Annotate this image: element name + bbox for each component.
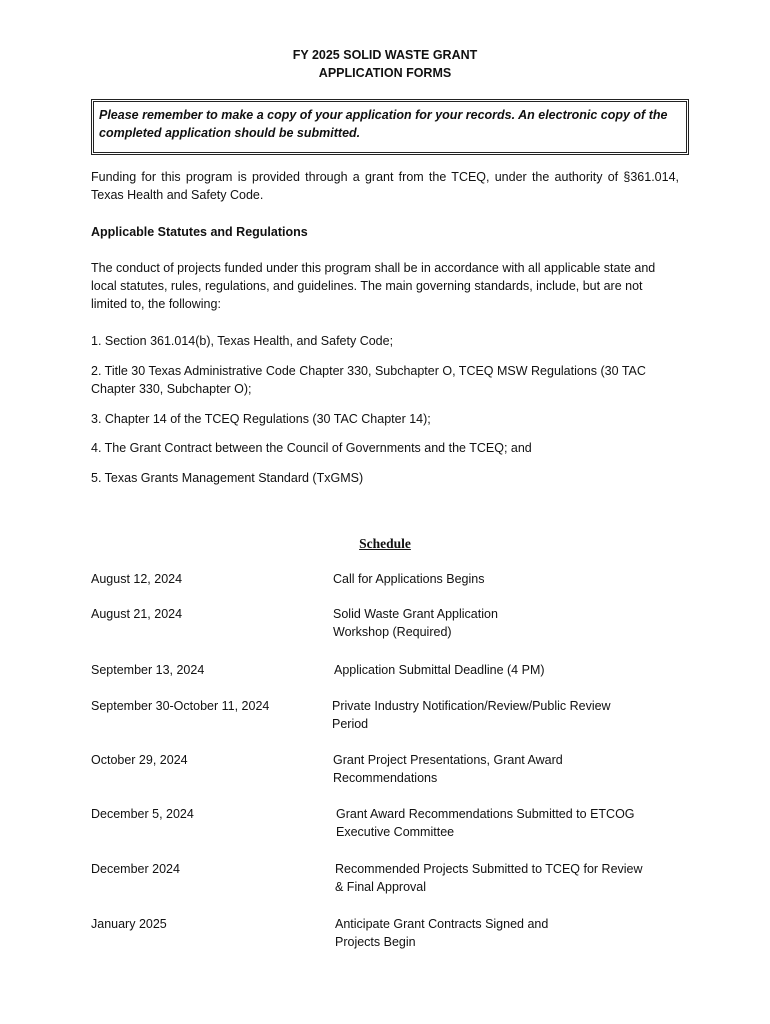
- schedule-event: [335, 860, 675, 896]
- schedule-event-line: Anticipate Grant Contracts Signed and: [335, 917, 549, 931]
- schedule-event-line: & Final Approval: [335, 880, 427, 894]
- schedule-event: [332, 697, 672, 733]
- schedule-date: October 29, 2024: [91, 753, 188, 767]
- schedule-date: August 12, 2024: [91, 572, 183, 586]
- schedule-event-line: Grant Award Recommendations Submitted to ETCOG: [336, 807, 635, 821]
- schedule-event: [334, 661, 674, 679]
- schedule-event-line: Application Submittal Deadline (4 PM): [334, 663, 545, 677]
- title-line-2: APPLICATION FORMS: [318, 66, 452, 80]
- statute-item: 1. Section 361.014(b), Texas Health, and Safety Code;: [91, 334, 394, 348]
- schedule-date: September 30-October 11, 2024: [91, 699, 270, 713]
- statute-item: 3. Chapter 14 of the TCEQ Regulations (30 TAC Chapter 14);: [91, 412, 431, 426]
- schedule-event: [335, 915, 675, 951]
- schedule-event: [336, 805, 676, 841]
- statute-item: 5. Texas Grants Management Standard (TxGMS): [91, 471, 364, 485]
- schedule-date: December 2024: [91, 862, 180, 876]
- statute-item: 2. Title 30 Texas Administrative Code Chapter 330, Subchapter O, TCEQ MSW Regulations (30 TAC Chapter 330, Subchapter O);: [91, 364, 646, 396]
- schedule-event-line: Period: [332, 717, 369, 731]
- document-title: [0, 46, 770, 82]
- schedule-event-line: Solid Waste Grant Application: [333, 607, 498, 621]
- schedule-event-line: Workshop (Required): [333, 625, 452, 639]
- schedule-date: December 5, 2024: [91, 807, 194, 821]
- schedule-date: January 2025: [91, 917, 167, 931]
- schedule-event-line: Executive Committee: [336, 825, 455, 839]
- schedule-event: [333, 751, 673, 787]
- title-line-1: FY 2025 SOLID WASTE GRANT: [292, 48, 478, 62]
- schedule-event-line: Recommendations: [333, 771, 438, 785]
- schedule-event-line: Call for Applications Begins: [333, 572, 485, 586]
- schedule-event-line: Private Industry Notification/Review/Public Review: [332, 699, 611, 713]
- schedule-event-line: Recommended Projects Submitted to TCEQ for Review: [335, 862, 643, 876]
- schedule-date: August 21, 2024: [91, 607, 183, 621]
- schedule-event: [333, 570, 673, 588]
- schedule-event-line: Grant Project Presentations, Grant Award: [333, 753, 563, 767]
- schedule-event: [333, 605, 673, 641]
- statute-item: 4. The Grant Contract between the Council of Governments and the TCEQ; and: [91, 441, 532, 455]
- schedule-date: September 13, 2024: [91, 663, 205, 677]
- statutes-heading: Applicable Statutes and Regulations: [91, 225, 308, 239]
- funding-paragraph: Funding for this program is provided through a grant from the TCEQ, under the authority of §361.014, Texas Health and Safety Code.: [91, 170, 679, 202]
- copy-reminder-notice: Please remember to make a copy of your application for your records. An electronic copy of the completed application should be submitted.: [91, 99, 689, 155]
- schedule-heading: Schedule: [359, 536, 411, 551]
- statutes-intro: The conduct of projects funded under this program shall be in accordance with all applicable state and local statutes, rules, regulations, and guidelines. The main governing standards, include, but are not limited to, the following:: [91, 261, 656, 311]
- schedule-event-line: Projects Begin: [335, 935, 416, 949]
